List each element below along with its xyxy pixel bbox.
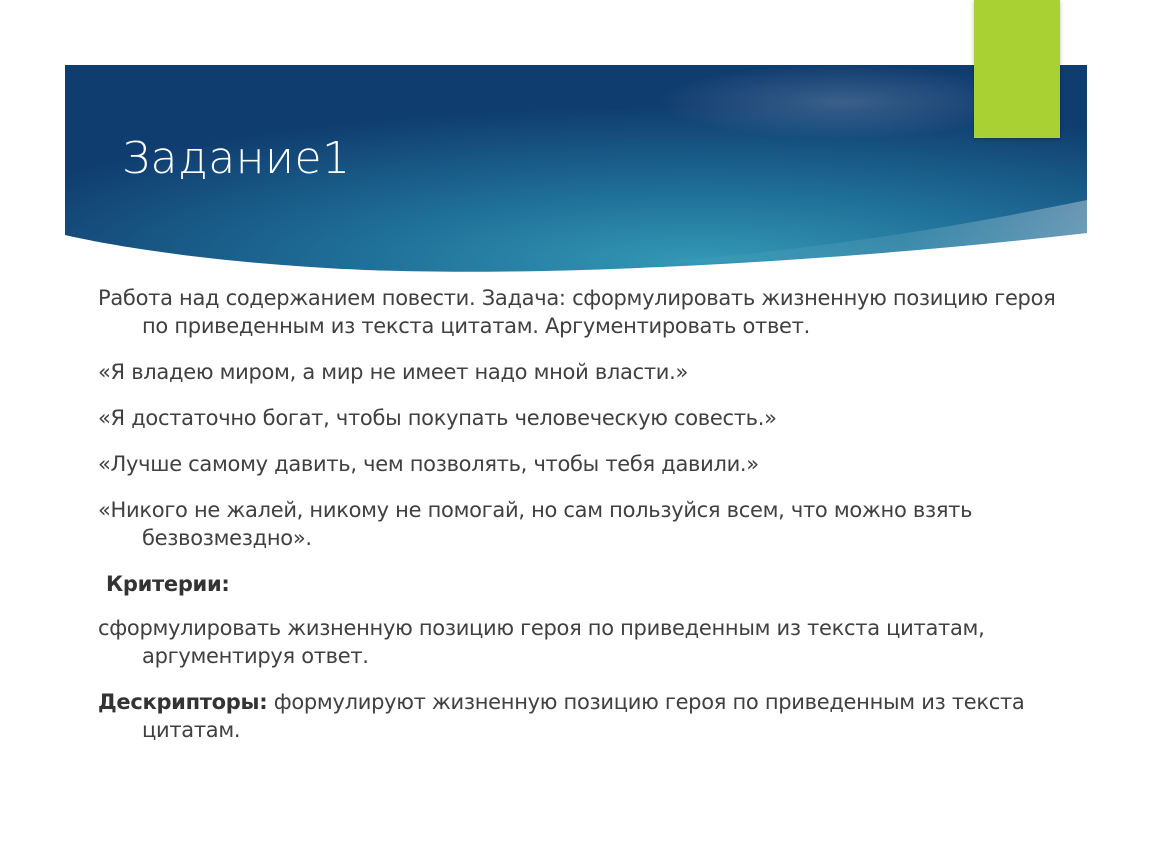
quote-4: «Никого не жалей, никому не помогай, но сам пользуйся всем, что можно взять безвозмездно». — [98, 498, 973, 550]
slide-body — [98, 284, 1058, 762]
task-paragraph: Работа над содержанием повести. Задача: сформулировать жизненную позицию героя по приведенным из текста цитатам. Аргументировать ответ. — [98, 286, 1056, 338]
accent-tab — [974, 0, 1060, 138]
slide-title: Задание1 — [122, 133, 351, 184]
quote-1: «Я владею миром, а мир не имеет надо мной власти.» — [98, 360, 689, 384]
quote-2: «Я достаточно богат, чтобы покупать человеческую совесть.» — [98, 406, 777, 430]
criteria-text: сформулировать жизненную позицию героя по приведенным из текста цитатам, аргументируя ответ. — [98, 616, 985, 668]
descriptors-paragraph — [98, 688, 1058, 744]
descriptors-label: Дескрипторы: — [98, 690, 268, 714]
quote-3: «Лучше самому давить, чем позволять, чтобы тебя давили.» — [98, 452, 759, 476]
criteria-label: Критерии: — [106, 572, 230, 596]
descriptors-text: формулируют жизненную позицию героя по приведенным из текста цитатам. — [142, 690, 1025, 742]
